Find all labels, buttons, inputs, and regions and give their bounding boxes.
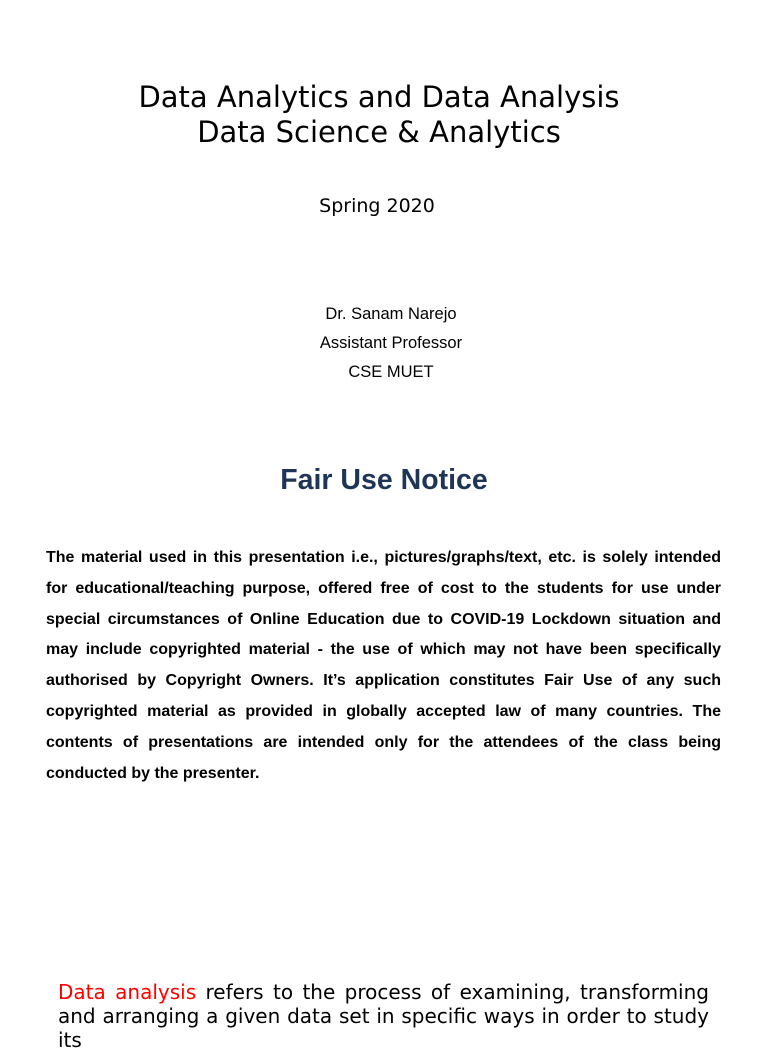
semester-subtitle: Spring 2020 bbox=[319, 195, 435, 217]
notice-body: The material used in this presentation i.e., pictures/graphs/text, etc. is solely intended for educational/teaching purpose, offered free of cost to the students for use under special circumstances of Online Education due to COVID-19 Lockdown situation and may include copyrighted material - the use of which may not have been specifically authorised by Copyright Owners. It’s application constitutes Fair Use of any such copyrighted material as provided in globally accepted law of many countries. The contents of presentations are intended only for the attendees of the class being conducted by the presenter. bbox=[46, 549, 721, 782]
author-info bbox=[0, 300, 782, 387]
slide-title bbox=[0, 80, 758, 150]
intro-highlight-term: Data analysis bbox=[58, 980, 197, 1004]
author-position: Assistant Professor bbox=[319, 334, 463, 352]
author-department: CSE MUET bbox=[348, 363, 434, 381]
title-line-2: Data Science & Analytics bbox=[197, 115, 561, 149]
title-line-1: Data Analytics and Data Analysis bbox=[138, 80, 620, 114]
intro-paragraph bbox=[58, 980, 709, 1052]
intro-text: refers to the process of examining, transforming and arranging a given data set in specific ways in order to study its bbox=[58, 980, 709, 1052]
author-name: Dr. Sanam Narejo bbox=[325, 305, 457, 323]
notice-heading: Fair Use Notice bbox=[280, 464, 488, 496]
